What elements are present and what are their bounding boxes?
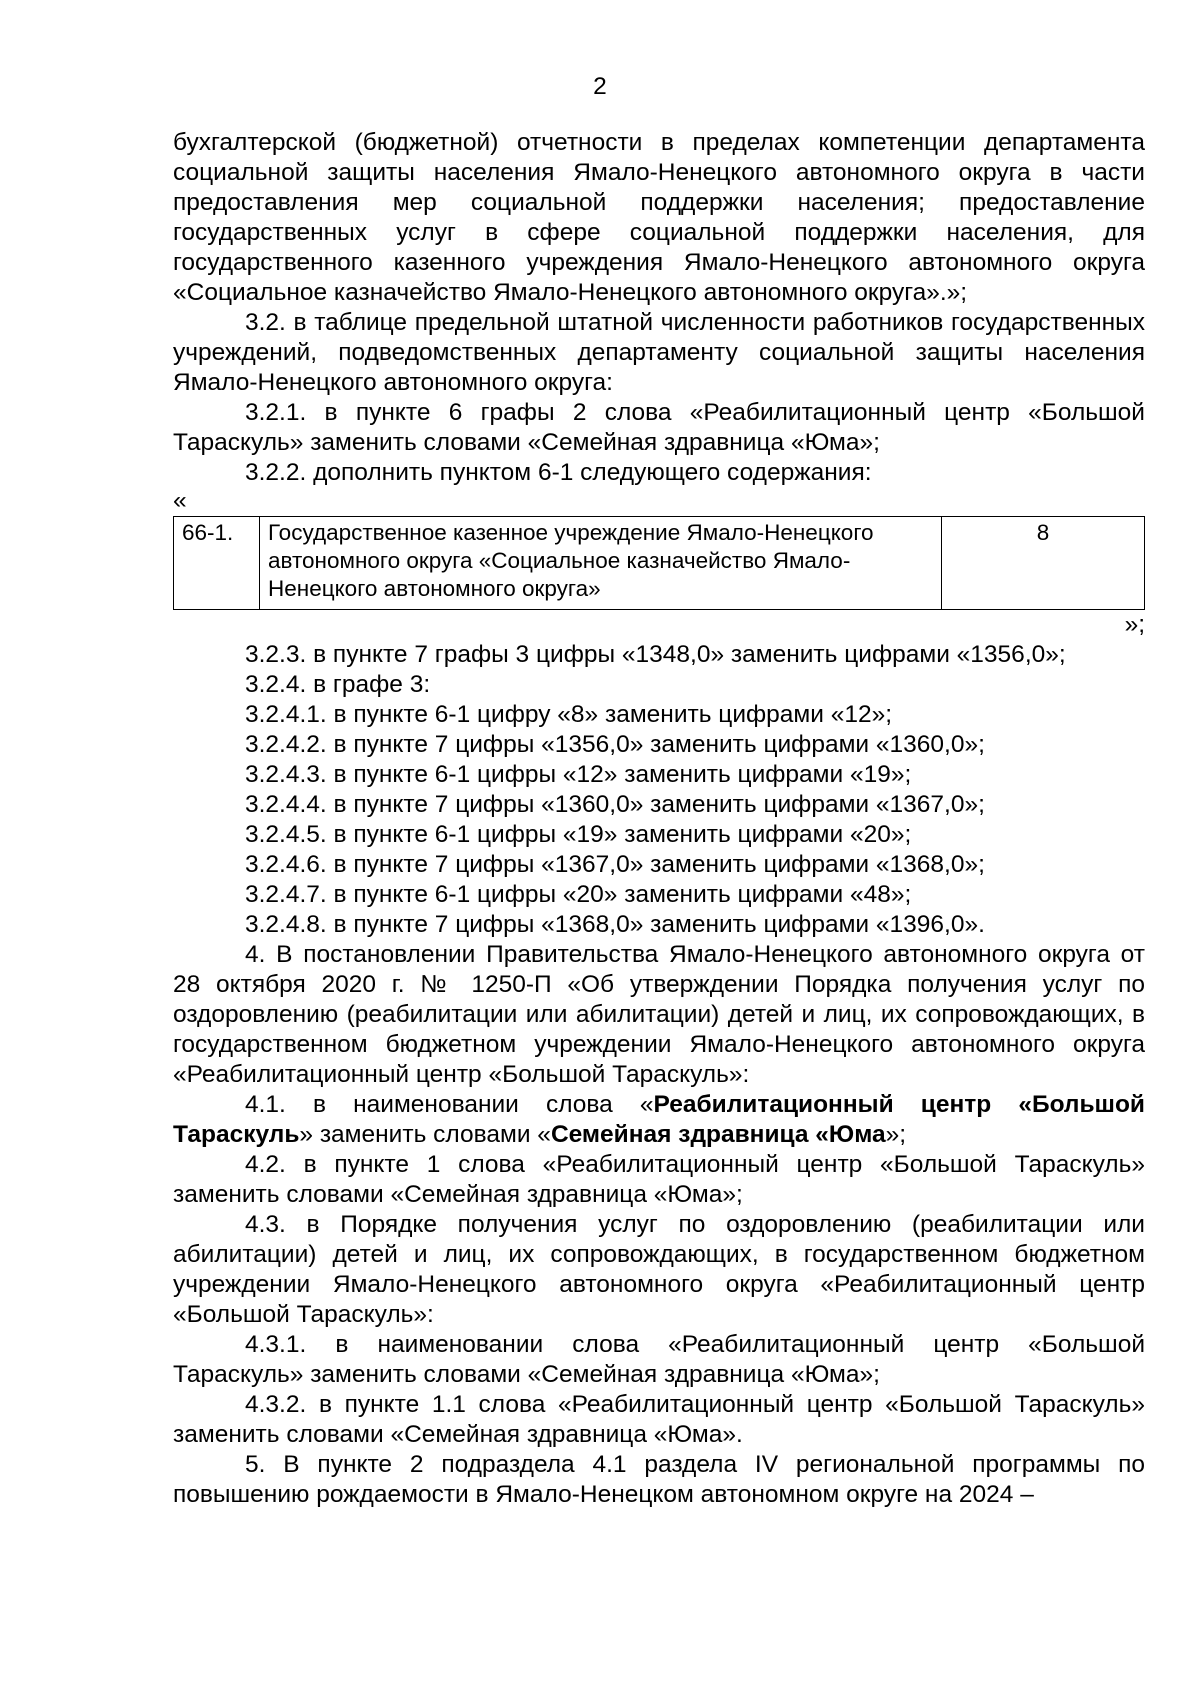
paragraph-4-2: 4.2. в пункте 1 слова «Реабилитационный центр «Большой Тараскуль» заменить словами «Семейная здравница «Юма»; <box>173 1151 1145 1208</box>
paragraph-3-2-4-8: 3.2.4.8. в пункте 7 цифры «1368,0» заменить цифрами «1396,0». <box>245 911 985 938</box>
paragraph-3-2-4-4: 3.2.4.4. в пункте 7 цифры «1360,0» заменить цифрами «1367,0»; <box>245 791 985 818</box>
paragraph-4-1-old-name: Реабилитационный центр «Большой Тараскуль <box>173 1091 1145 1148</box>
paragraph-3-2-4-5: 3.2.4.5. в пункте 6-1 цифры «19» заменить цифрами «20»; <box>245 821 912 848</box>
paragraph-4-1-suffix: »; <box>885 1121 907 1148</box>
document-body <box>173 128 1145 1510</box>
paragraph-3-2-2: 3.2.2. дополнить пунктом 6-1 следующего содержания: <box>245 459 872 486</box>
paragraph-3-2-4-2: 3.2.4.2. в пункте 7 цифры «1356,0» заменить цифрами «1360,0»; <box>245 731 985 758</box>
paragraph-3-2-4: 3.2.4. в графе 3: <box>245 671 431 698</box>
table-row <box>174 517 1145 610</box>
paragraph-4-1-prefix: 4.1. в наименовании слова « <box>245 1091 654 1118</box>
table-cell-number: 66-1. <box>174 517 260 610</box>
table-cell-name: Государственное казенное учреждение Ямало-Ненецкого автономного округа «Социальное казначейство Ямало-Ненецкого автономного округа» <box>260 517 942 610</box>
paragraph-3-2-3: 3.2.3. в пункте 7 графы 3 цифры «1348,0» заменить цифрами «1356,0»; <box>245 641 1066 668</box>
paragraph-4-3: 4.3. в Порядке получения услуг по оздоровлению (реабилитации или абилитации) детей и лиц, их сопровождающих, в государственном бюджетном учреждении Ямало-Ненецкого автономного округа «Реабилитационный центр «Большой Тараскуль»: <box>173 1211 1145 1328</box>
paragraph-4-3-1: 4.3.1. в наименовании слова «Реабилитационный центр «Большой Тараскуль» заменить словами «Семейная здравница «Юма»; <box>173 1331 1145 1388</box>
paragraph-3-2: 3.2. в таблице предельной штатной численности работников государственных учреждений, подведомственных департаменту социальной защиты населения Ямало-Ненецкого автономного округа: <box>173 309 1145 396</box>
paragraph-continuation: бухгалтерской (бюджетной) отчетности в пределах компетенции департамента социальной защиты населения Ямало-Ненецкого автономного округа в части предоставления мер социальной поддержки населения; предоставление государственных услуг в сфере социальной поддержки населения, для государственного казенного учреждения Ямало-Ненецкого автономного округа «Социальное казначейство Ямало-Ненецкого автономного округа».»; <box>173 129 1145 306</box>
quote-close-mark: »; <box>1124 611 1145 638</box>
amendment-table <box>173 516 1145 610</box>
paragraph-3-2-4-7: 3.2.4.7. в пункте 6-1 цифры «20» заменить цифрами «48»; <box>245 881 912 908</box>
paragraph-3-2-4-3: 3.2.4.3. в пункте 6-1 цифры «12» заменить цифрами «19»; <box>245 761 912 788</box>
quote-open-mark: « <box>173 487 187 514</box>
paragraph-4-1-new-name: Семейная здравница «Юма <box>550 1121 886 1148</box>
table-cell-value: 8 <box>942 517 1145 610</box>
paragraph-3-2-4-6: 3.2.4.6. в пункте 7 цифры «1367,0» заменить цифрами «1368,0»; <box>245 851 985 878</box>
paragraph-4-1 <box>173 1090 1145 1150</box>
paragraph-5: 5. В пункте 2 подраздела 4.1 раздела IV региональной программы по повышению рождаемости в Ямало-Ненецком автономном округе на 2024 – <box>173 1451 1145 1508</box>
paragraph-4: 4. В постановлении Правительства Ямало-Ненецкого автономного округа от 28 октября 2020 г. № 1250-П «Об утверждении Порядка получения услуг по оздоровлению (реабилитации или абилитации) детей и лиц, их сопровождающих, в государственном бюджетном учреждении Ямало-Ненецкого автономного округа «Реабилитационный центр «Большой Тараскуль»: <box>173 941 1145 1088</box>
page-number: 2 <box>593 73 607 100</box>
paragraph-3-2-1: 3.2.1. в пункте 6 графы 2 слова «Реабилитационный центр «Большой Тараскуль» заменить словами «Семейная здравница «Юма»; <box>173 399 1145 456</box>
paragraph-3-2-4-1: 3.2.4.1. в пункте 6-1 цифру «8» заменить цифрами «12»; <box>245 701 893 728</box>
paragraph-4-1-middle: » заменить словами « <box>299 1121 551 1148</box>
paragraph-4-3-2: 4.3.2. в пункте 1.1 слова «Реабилитационный центр «Большой Тараскуль» заменить словами «Семейная здравница «Юма». <box>173 1391 1145 1448</box>
